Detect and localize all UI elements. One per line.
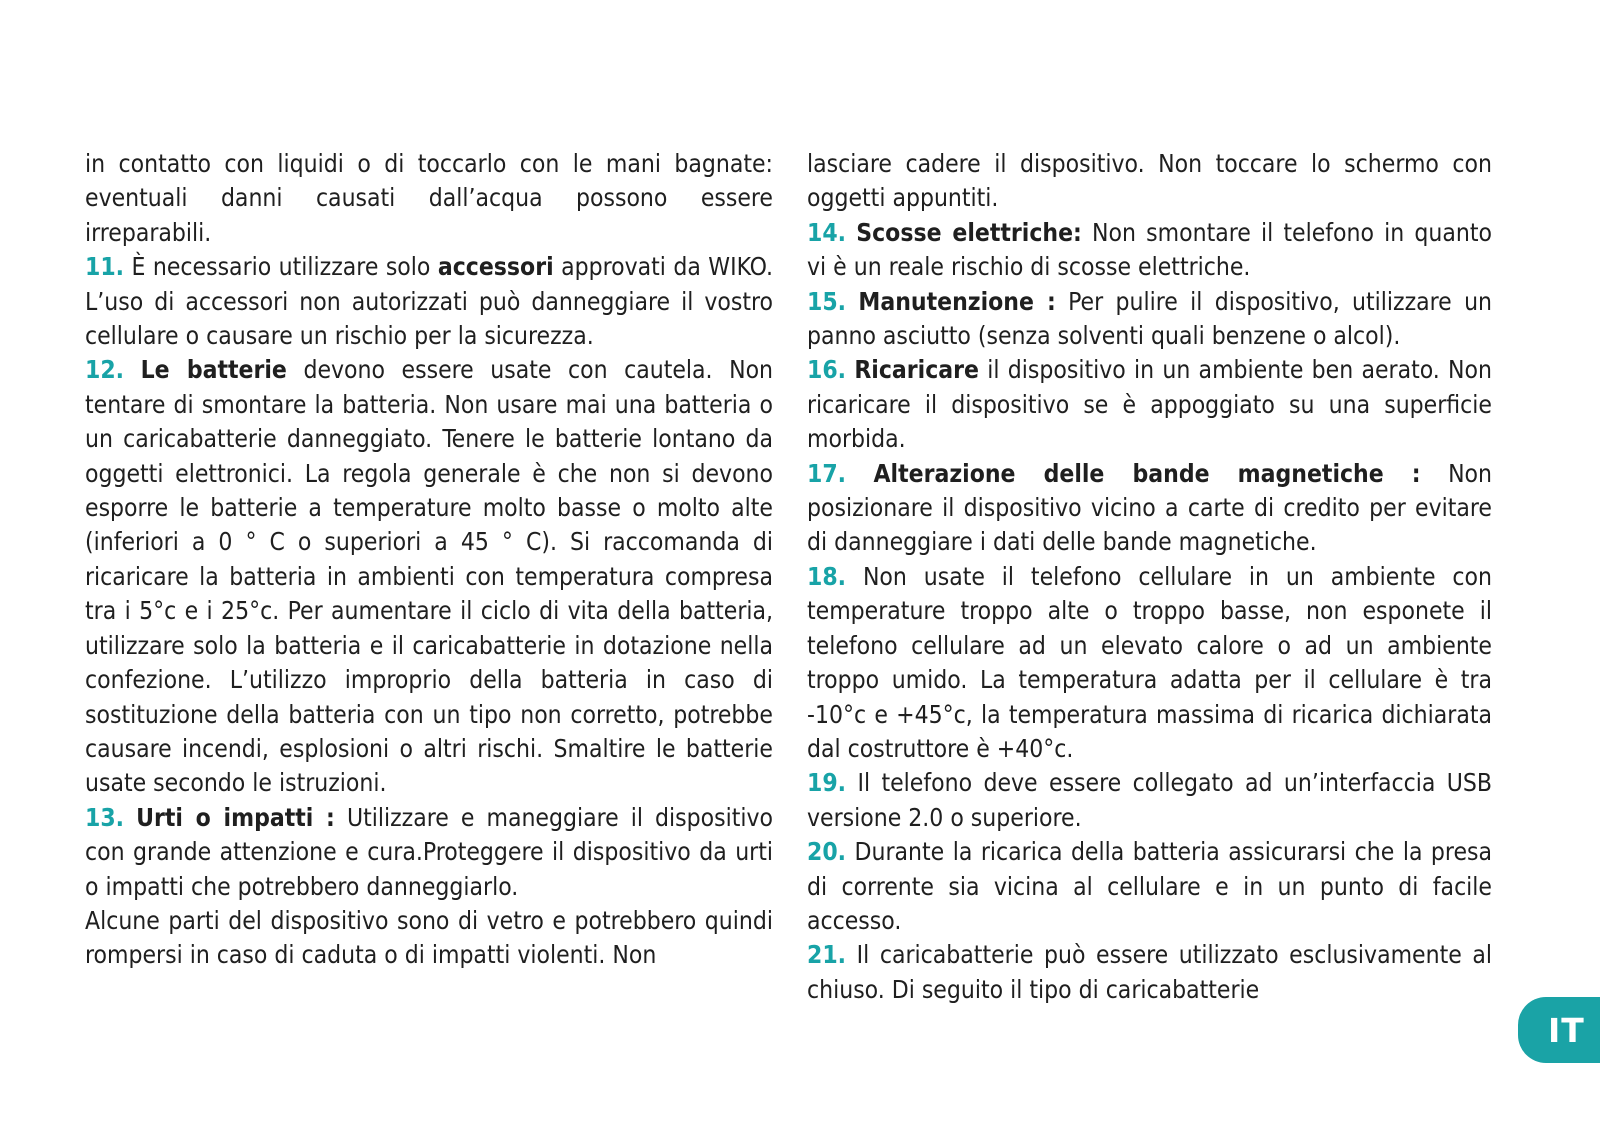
intro-text: in contatto con liquidi o di toccarlo con le mani bagnate: eventuali danni causati dall’acqua possono essere irreparabili. — [85, 149, 773, 247]
intro-text: lasciare cadere il dispositivo. Non toccare lo schermo con oggetti appuntiti. — [807, 149, 1492, 213]
item-text: Il caricabatterie può essere utilizzato esclusivamente al chiuso. Di seguito il tipo di caricabatterie — [807, 940, 1493, 1004]
paragraph-item-12 — [85, 353, 773, 800]
item-text: Non smontare il telefono in quanto vi è un reale rischio di scosse elettriche. — [807, 217, 1493, 282]
item-keyword: accessori — [437, 252, 554, 282]
paragraph-item-17 — [807, 457, 1492, 560]
paragraph-item-20 — [807, 835, 1492, 938]
item-keyword: Manutenzione : — [858, 286, 1056, 316]
item-number: 18. — [807, 561, 847, 591]
item-text: Per pulire il dispositivo, utilizzare un panno asciutto (senza solventi quali benzene o alcol). — [807, 286, 1493, 351]
item-text: Utilizzare e maneggiare il dispositivo con grande attenzione e cura.Proteggere il dispositivo da urti o impatti che potrebbero danneggiarlo. — [85, 802, 774, 901]
paragraph-item-21 — [807, 938, 1492, 1007]
item-number: 17. — [807, 458, 847, 488]
paragraph-item-13 — [85, 801, 773, 904]
item-text: devono essere usate con cautela. Non tentare di smontare la batteria. Non usare mai una batteria o un caricabatterie danneggiato. Tenere le batterie lontano da oggetti elettronici. La regola generale è che non si devono esporre le batterie a temperature molto basse o molto alte (inferiori a 0 ° C o superiori a 45 ° C). Si raccomanda di ricaricare la batteria in ambienti con temperatura compresa tra i 5°c e i 25°c. Per aumentare il ciclo di vita della batteria, utilizzare solo la batteria e il caricabatterie in dotazione nella confezione. L’utilizzo improprio della batteria in caso di sostituzione della batteria con un tipo non corretto, potrebbe causare incendi, esplosioni o altri rischi. Smaltire le batterie usate secondo le istruzioni. — [85, 355, 774, 798]
item-number: 12. — [85, 355, 125, 385]
left-column — [85, 147, 773, 973]
paragraph-item-16 — [807, 353, 1492, 456]
item-number: 13. — [85, 802, 125, 832]
item-text: approvati da WIKO. L’uso di accessori non autorizzati può danneggiare il vostro cellulare o causare un rischio per la sicurezza. — [85, 252, 774, 351]
item-number: 14. — [807, 217, 847, 247]
item-text: Il telefono deve essere collegato ad un’interfaccia USB versione 2.0 o superiore. — [807, 768, 1492, 832]
language-tab-label: IT — [1548, 1010, 1585, 1050]
item-number: 21. — [807, 940, 847, 970]
item-number: 20. — [807, 837, 847, 867]
paragraph-item-18 — [807, 560, 1492, 766]
item-number: 15. — [807, 286, 847, 316]
item-number: 16. — [807, 355, 847, 385]
language-tab — [1518, 997, 1600, 1063]
item-text: Durante la ricarica della batteria assicurarsi che la presa di corrente sia vicina al cellulare e in un punto di facile accesso. — [807, 837, 1493, 935]
item-text: il dispositivo in un ambiente ben aerato. Non ricaricare il dispositivo se è appoggiato su una superficie morbida. — [807, 355, 1492, 454]
item-keyword: Urti o impatti : — [136, 802, 335, 832]
item-text: Non usate il telefono cellulare in un ambiente con temperature troppo alte o troppo basse, non esponete il telefono cellulare ad un elevato calore o ad un ambiente troppo umido. La temperatura adatta per il cellulare è tra -10°c e +45°c, la temperatura massima di ricarica dichiarata dal costruttore è +40°c. — [807, 561, 1492, 763]
item-number: 11. — [85, 252, 125, 282]
item-keyword: Alterazione delle bande magnetiche : — [873, 458, 1421, 488]
item-text: Non posizionare il dispositivo vicino a carte di credito per evitare di danneggiare i dati delle bande magnetiche. — [807, 458, 1493, 557]
paragraph-item-19 — [807, 766, 1492, 835]
item-text-pre: È necessario utilizzare solo — [131, 252, 431, 282]
paragraph-intro — [85, 147, 773, 250]
item-number: 19. — [807, 768, 847, 798]
paragraph-intro — [807, 147, 1492, 216]
paragraph-item-13-continued — [85, 904, 773, 973]
item-keyword: Ricaricare — [854, 355, 979, 385]
right-column — [807, 147, 1492, 1007]
item-keyword: Le batterie — [140, 355, 287, 385]
paragraph-item-15 — [807, 285, 1492, 354]
paragraph-item-14 — [807, 216, 1492, 285]
item-text: Alcune parti del dispositivo sono di vetro e potrebbero quindi rompersi in caso di caduta o di impatti violenti. Non — [85, 905, 773, 970]
item-keyword: Scosse elettriche: — [856, 217, 1082, 247]
paragraph-item-11 — [85, 250, 773, 353]
